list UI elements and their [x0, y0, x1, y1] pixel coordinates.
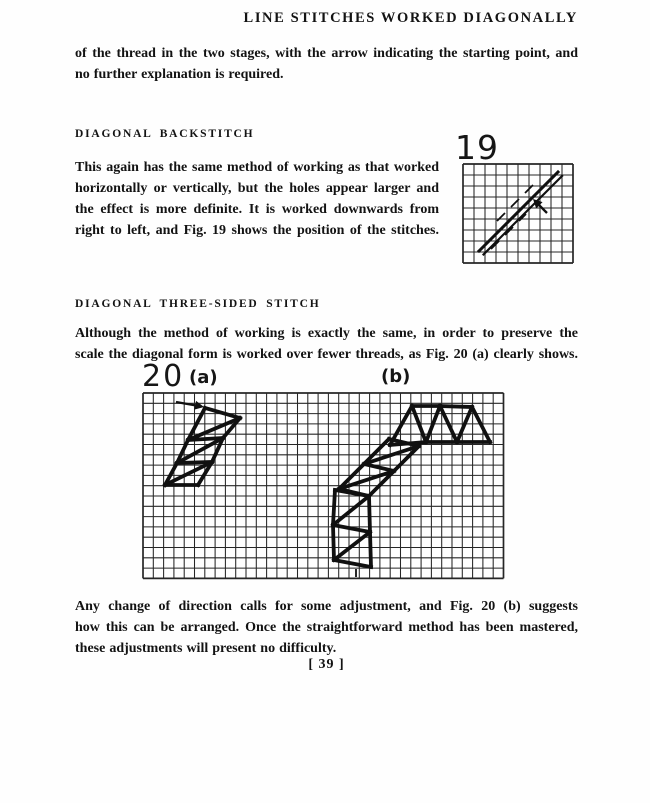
section-heading-threesided: DIAGONAL THREE-SIDED STITCH — [75, 298, 321, 310]
text-line: Any change of direction calls for some adjustment, and Fig. 20 (b) suggests — [75, 599, 578, 614]
figure-20-label: 20 — [142, 359, 185, 394]
paragraph-backstitch — [75, 157, 439, 241]
figure-20-diagram — [141, 391, 506, 580]
page-number: [ 39 ] — [308, 657, 345, 672]
text-line: This again has the same method of working as that worked — [75, 160, 439, 175]
section-heading-backstitch: DIAGONAL BACKSTITCH — [75, 128, 255, 140]
arrow-head — [194, 401, 204, 410]
paragraph-intro — [75, 43, 578, 85]
figure-19-diagram — [461, 162, 575, 265]
paragraph-closing — [75, 596, 578, 659]
figure-20b-sublabel: (b) — [381, 366, 411, 387]
text-line: how this can be arranged. Once the straightforward method has been mastered, — [75, 620, 578, 635]
text-line: no further explanation is required. — [75, 67, 284, 82]
text-line: the effect is more definite. It is worked downwards from — [75, 202, 439, 217]
text-line: these adjustments will present no difficulty. — [75, 641, 337, 656]
text-line: scale the diagonal form is worked over fewer threads, as Fig. 20 (a) clearly shows. — [75, 347, 578, 362]
text-line: horizontally or vertically, but the holes appear larger and — [75, 181, 439, 196]
text-line: right to left, and Fig. 19 shows the position of the stitches. — [75, 223, 439, 238]
running-head: LINE STITCHES WORKED DIAGONALLY — [243, 10, 578, 26]
figure-19-label: 19 — [455, 128, 499, 167]
text-line: of the thread in the two stages, with the arrow indicating the starting point, and — [75, 46, 578, 61]
text-line: Although the method of working is exactly the same, in order to preserve the — [75, 326, 578, 341]
figure-20a-sublabel: (a) — [189, 367, 218, 388]
